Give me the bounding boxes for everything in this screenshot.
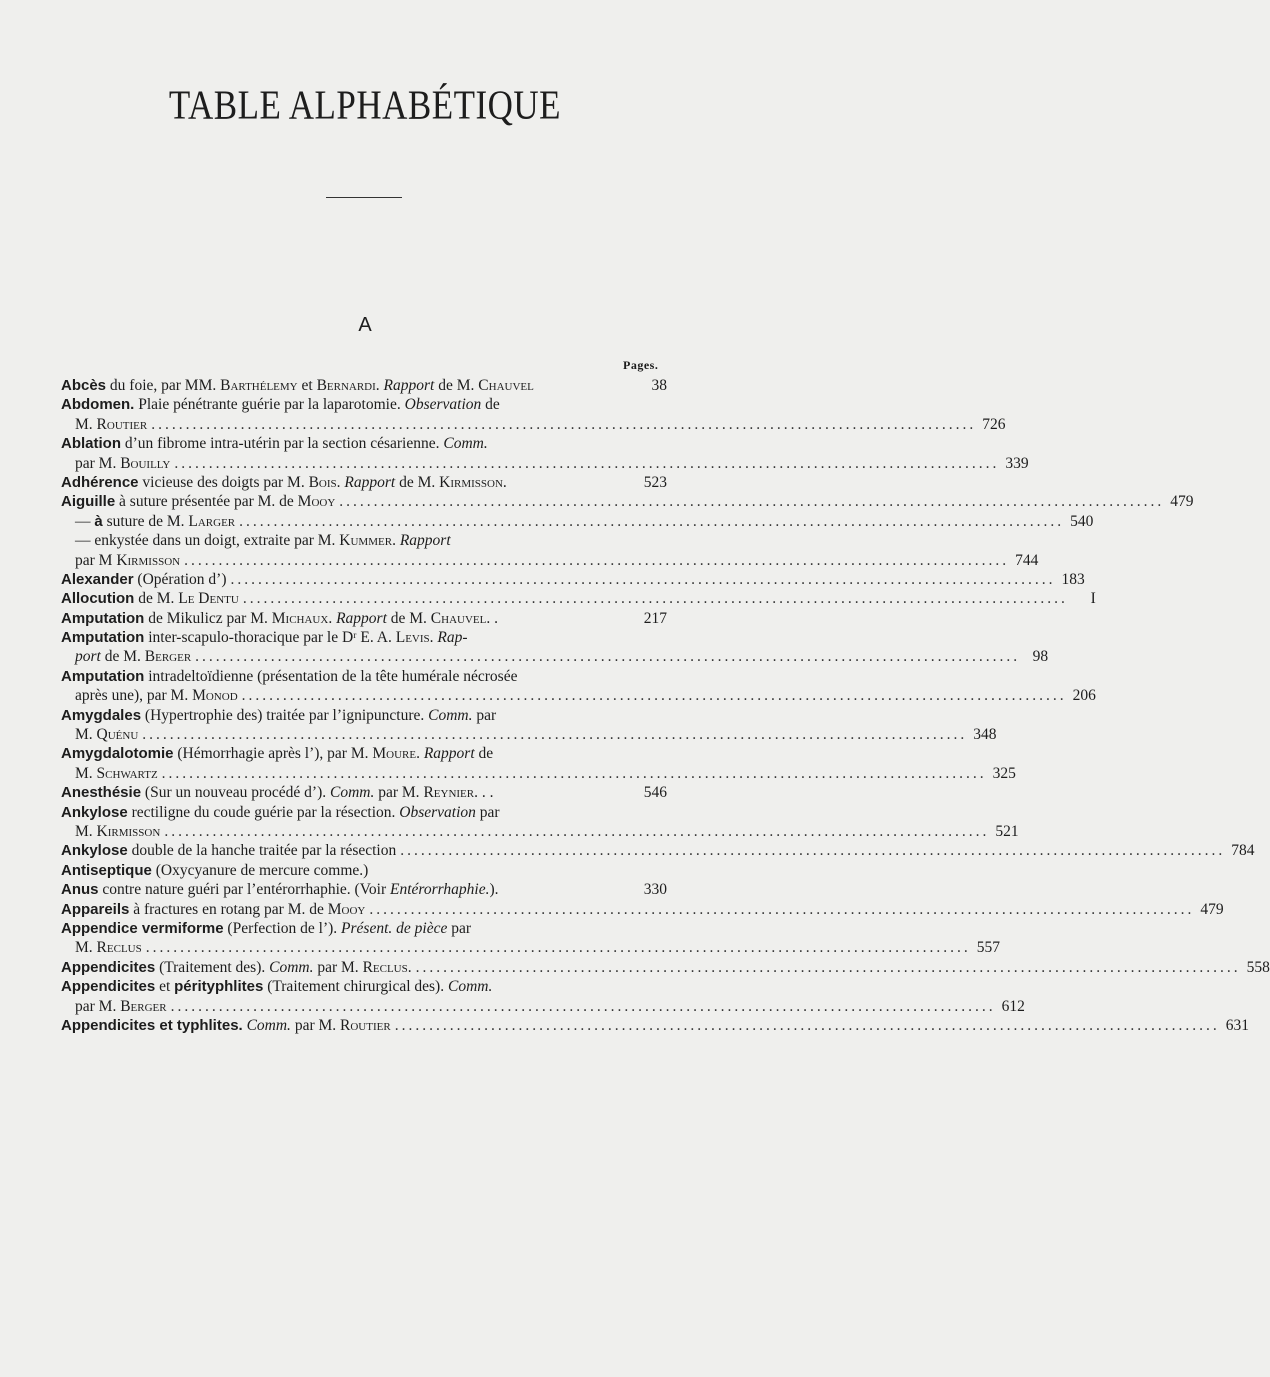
entry-phrase: (Opération d’) (133, 570, 227, 588)
entry-phrase: . (392, 532, 400, 550)
entry-phrase: . (416, 745, 424, 763)
page-number: 479 (1200, 900, 1224, 918)
entry-phrase: . . . (474, 784, 494, 802)
entry-phrase: de Mikulicz par M. (144, 609, 272, 627)
author-name: Schwartz (96, 764, 158, 782)
index-line (61, 938, 1000, 957)
entry-keyword: Appendicites et typhlites. (61, 1016, 243, 1034)
author-name: Kirmisson (439, 473, 503, 491)
entry-phrase: . (407, 958, 412, 976)
page-number: 348 (973, 726, 997, 744)
index-line (61, 473, 667, 492)
index-line (61, 609, 667, 628)
entry-phrase: M. (75, 415, 97, 433)
entry-keyword: Antiseptique (61, 861, 152, 879)
entry-phrase: (Traitement chirurgical des). (263, 978, 448, 996)
entry-phrase: M. (75, 939, 97, 957)
author-name: Barthélemy (220, 377, 298, 394)
page-number: 546 (643, 784, 667, 802)
index-line (61, 900, 1224, 919)
page-number: 98 (1032, 648, 1049, 666)
author-name: Bois (308, 473, 337, 491)
entry-phrase: par M (75, 551, 117, 569)
entry-text (61, 589, 239, 608)
entry-text (75, 764, 158, 783)
entry-italic: Rapport (344, 473, 396, 491)
entry-phrase: (Oxycyanure de mercure comme.) (151, 861, 369, 879)
entry-keyword: Amputation (61, 629, 145, 647)
page-number: 523 (643, 473, 667, 491)
index-line (61, 706, 667, 725)
index-line (61, 880, 667, 899)
dot-leader: ........................................................................................................................ (161, 764, 987, 782)
author-name: Larger (188, 512, 236, 530)
page-number: 183 (1061, 570, 1085, 588)
page-number: 217 (643, 609, 667, 627)
page-number: 744 (1015, 551, 1039, 569)
dot-leader: ........................................................................................................................ (239, 512, 1065, 530)
entry-phrase: (Hémorrhagie après l’), par M. (173, 745, 373, 763)
entry-italic: Observation (404, 396, 482, 414)
author-name: Reclus (96, 939, 142, 957)
entry-text (61, 706, 496, 725)
entry-keyword: Aiguille (61, 493, 116, 511)
entry-phrase: de (474, 745, 494, 763)
author-name: Moure (372, 745, 417, 763)
index-line (61, 997, 1025, 1016)
entry-text (75, 997, 167, 1016)
entry-phrase: de M. (434, 377, 479, 394)
author-name: Mooy (327, 900, 366, 918)
dot-leader: ........................................................................................................................ (369, 900, 1195, 918)
entry-phrase: à suture présentée par M. de (115, 493, 298, 511)
author-name: Mooy (297, 493, 336, 511)
entry-text (61, 977, 492, 996)
entry-phrase: M. (75, 726, 97, 744)
author-name: Quénu (96, 726, 139, 744)
entry-phrase: ). (489, 881, 499, 899)
index-line (61, 822, 1019, 841)
author-name: Kummer (339, 532, 393, 550)
entry-text (61, 628, 468, 647)
entry-keyword: Allocution (61, 590, 135, 608)
entry-text (61, 395, 500, 414)
dot-leader: ........................................................................................................................ (400, 842, 1226, 860)
entry-phrase: de (481, 396, 500, 414)
author-name: Chauvel (430, 609, 487, 627)
index-line (61, 647, 1049, 666)
entry-phrase: par M. (374, 784, 424, 802)
page-number: 38 (651, 377, 667, 394)
page-number: 784 (1231, 842, 1255, 860)
author-name: Levis (395, 629, 430, 647)
index-line (61, 492, 1194, 511)
entry-phrase: (Traitement des). (155, 958, 270, 976)
entry-italic: Rap- (437, 629, 468, 647)
index-line (61, 841, 1255, 860)
index-line (61, 725, 997, 744)
entry-phrase: de M. (100, 648, 145, 666)
entry-keyword: Alexander (61, 570, 134, 588)
author-name: Reclus (362, 958, 408, 976)
index-line (61, 415, 1006, 434)
entry-keyword: Adhérence (61, 473, 139, 491)
dot-leader: ........................................................................................................................ (394, 1016, 1220, 1034)
entry-italic: Comm. (246, 1016, 291, 1034)
entry-keyword: Anesthésie (61, 784, 142, 802)
author-name: Kirmisson (96, 822, 161, 840)
index-line (61, 977, 667, 996)
entry-keyword: Appendicites (61, 978, 156, 996)
page-number: 521 (995, 822, 1019, 840)
entry-italic: port (75, 648, 101, 666)
index-line (61, 589, 1096, 608)
author-name: Berger (120, 997, 167, 1015)
index-line (61, 861, 667, 880)
entry-phrase: de M. (395, 473, 440, 491)
author-name: Bernardi (316, 377, 376, 394)
entry-phrase: par (472, 706, 497, 724)
entry-italic: Rapport (423, 745, 475, 763)
author-name: Routier (96, 415, 148, 433)
dot-leader: ........................................................................................................................ (145, 939, 971, 957)
entry-phrase: contre nature guéri par l’entérorrhaphie. (Voir (98, 881, 391, 899)
dot-leader: ........................................................................................................................ (151, 415, 977, 433)
entry-phrase: du foie, par MM. (106, 377, 221, 394)
dot-leader: ........................................................................................................................ (164, 822, 990, 840)
entry-phrase: inter-scapulo-thoracique par le Dʳ E. A. (144, 629, 396, 647)
entry-phrase: par M. (75, 997, 121, 1015)
author-name: Reynier (423, 784, 475, 802)
entry-phrase: (Sur un nouveau procédé d’). (141, 784, 330, 802)
author-name: Berger (144, 648, 192, 666)
index-entries (61, 376, 1270, 1035)
entry-keyword: Abdomen. (61, 396, 135, 414)
entry-italic: Comm. (269, 958, 314, 976)
entry-text (61, 958, 412, 977)
entry-italic: Comm. (447, 978, 493, 996)
index-line (61, 551, 1039, 570)
entry-phrase: . (429, 629, 438, 647)
author-name: Le Dentu (178, 590, 239, 608)
entry-text (61, 861, 368, 880)
entry-italic: Rapport (336, 609, 387, 627)
entry-italic: Comm. (443, 435, 488, 453)
entry-phrase: de M. (386, 609, 431, 627)
index-line (61, 667, 667, 686)
entry-phrase: et (297, 377, 317, 394)
page-number: 557 (976, 939, 1000, 957)
index-line (61, 803, 667, 822)
entry-phrase: et (155, 978, 175, 996)
entry-phrase: d’un fibrome intra-utérin par la section césarienne. (121, 435, 444, 453)
entry-phrase: rectiligne du coude guérie par la résection. (127, 803, 400, 821)
index-line (61, 434, 667, 453)
index-line (61, 958, 1270, 977)
entry-keyword: Amygdales (61, 706, 142, 724)
author-name: Michaux (271, 609, 329, 627)
page-number: 206 (1072, 687, 1096, 705)
page-number: 339 (1005, 454, 1029, 472)
page-number: 479 (1170, 493, 1194, 511)
dot-leader: ........................................................................................................................ (415, 958, 1241, 976)
entry-phrase: . . (486, 609, 498, 627)
author-name: Routier (340, 1016, 391, 1034)
dot-leader: ........................................................................................................................ (184, 551, 1010, 569)
entry-text (75, 512, 235, 531)
index-line (61, 783, 667, 802)
entry-text (75, 647, 191, 666)
page-number: I (1090, 590, 1096, 608)
entry-italic: Comm. (330, 784, 375, 802)
entry-keyword: à (94, 512, 103, 530)
entry-phrase: . (336, 473, 345, 491)
title-divider (326, 197, 402, 198)
entry-phrase: M. (75, 764, 97, 782)
entry-text (61, 880, 499, 899)
index-line (61, 744, 667, 763)
entry-phrase: Plaie pénétrante guérie par la laparotomie. (134, 396, 405, 414)
entry-phrase: — enkystée dans un doigt, extraite par M. (75, 532, 340, 550)
entry-keyword: Ankylose (61, 803, 128, 821)
entry-phrase: double de la hanche traitée par la résection (127, 842, 397, 860)
entry-text (61, 783, 493, 802)
page-number: 330 (643, 881, 667, 899)
entry-text (61, 609, 498, 628)
entry-text (61, 1016, 391, 1035)
entry-phrase: vicieuse des doigts par M. (138, 473, 309, 491)
entry-phrase: par M. (290, 1016, 341, 1034)
entry-keyword: Amputation (61, 609, 145, 627)
entry-text (61, 744, 493, 763)
entry-text (75, 415, 147, 434)
entry-text (61, 434, 488, 453)
entry-text (75, 822, 160, 841)
entry-text (61, 667, 517, 686)
dot-leader: ........................................................................................................................ (174, 454, 1000, 472)
entry-text (61, 841, 396, 860)
entry-text (75, 454, 170, 473)
entry-keyword: Ablation (61, 435, 121, 453)
entry-keyword: pérityphlites (174, 978, 264, 996)
entry-text (75, 725, 138, 744)
section-letter: A (358, 314, 372, 336)
entry-phrase: . (328, 609, 337, 627)
entry-phrase: (Hypertrophie des) traitée par l’ignipuncture. (141, 706, 429, 724)
entry-text (61, 570, 227, 589)
entry-phrase: (Perfection de l’). (223, 919, 342, 937)
page-number: 631 (1225, 1016, 1249, 1034)
entry-phrase: de M. (134, 590, 179, 608)
dot-leader: ........................................................................................................................ (170, 997, 996, 1015)
index-line (61, 531, 667, 550)
index-line (61, 376, 667, 395)
entry-keyword: Ankylose (61, 842, 128, 860)
index-line (61, 686, 1096, 705)
entry-text (61, 473, 507, 492)
author-name: Kirmisson (116, 551, 181, 569)
page-number: 726 (982, 415, 1006, 433)
dot-leader: ........................................................................................................................ (241, 687, 1067, 705)
author-name: Bouilly (120, 454, 171, 472)
index-line (61, 454, 1029, 473)
entry-phrase: après une), par M. (75, 687, 193, 705)
entry-italic: Entérorrhaphie. (390, 881, 490, 899)
entry-italic: Rapport (383, 377, 435, 394)
index-line (61, 570, 1085, 589)
entry-phrase: à fractures en rotang par M. de (129, 900, 328, 918)
entry-text (61, 376, 534, 395)
author-name: Chauvel (478, 377, 534, 394)
index-line (61, 512, 1094, 531)
index-line (61, 628, 667, 647)
index-line (61, 919, 667, 938)
index-line (61, 1016, 1249, 1035)
entry-text (61, 900, 365, 919)
entry-phrase: par M. (313, 958, 363, 976)
entry-text (61, 492, 335, 511)
dot-leader: ........................................................................................................................ (142, 726, 968, 744)
entry-italic: Comm. (428, 706, 473, 724)
entry-italic: Observation (399, 803, 476, 821)
pages-column-header: Pages. (623, 358, 659, 372)
page-number: 612 (1001, 997, 1025, 1015)
entry-keyword: Amputation (61, 667, 145, 685)
page-number: 540 (1070, 512, 1094, 530)
entry-keyword: Amygdalotomie (61, 745, 174, 763)
entry-italic: Présent. de pièce (341, 919, 448, 937)
author-name: Monod (192, 687, 238, 705)
entry-phrase: par (475, 803, 500, 821)
entry-phrase: . (375, 377, 384, 394)
index-line (61, 395, 667, 414)
entry-phrase: . (502, 473, 507, 491)
entry-text (75, 686, 238, 705)
page-number: 325 (992, 764, 1016, 782)
entry-phrase: par M. (75, 454, 121, 472)
page-number: 558 (1246, 958, 1270, 976)
dot-leader: ........................................................................................................................ (230, 570, 1056, 588)
page-title: TABLE ALPHABÉTIQUE (168, 82, 562, 129)
dot-leader: ........................................................................................................................ (242, 590, 1068, 608)
dot-leader: ........................................................................................................................ (339, 493, 1165, 511)
entry-keyword: Abcès (61, 377, 107, 394)
entry-phrase: M. (75, 822, 97, 840)
entry-text (75, 531, 451, 550)
index-line (61, 764, 1016, 783)
entry-phrase: intradeltoïdienne (présentation de la tête humérale nécrosée (144, 667, 518, 685)
entry-text (61, 919, 471, 938)
entry-text (61, 803, 500, 822)
entry-text (75, 551, 180, 570)
entry-keyword: Anus (61, 881, 99, 899)
dot-leader: ........................................................................................................................ (195, 648, 1021, 666)
entry-phrase: suture de M. (102, 512, 189, 530)
entry-italic: Rapport (399, 532, 451, 550)
entry-phrase: — (75, 512, 95, 530)
entry-keyword: Appareils (61, 900, 130, 918)
entry-keyword: Appendice vermiforme (61, 919, 224, 937)
entry-text (75, 938, 142, 957)
entry-keyword: Appendicites (61, 958, 156, 976)
entry-phrase: par (447, 919, 472, 937)
